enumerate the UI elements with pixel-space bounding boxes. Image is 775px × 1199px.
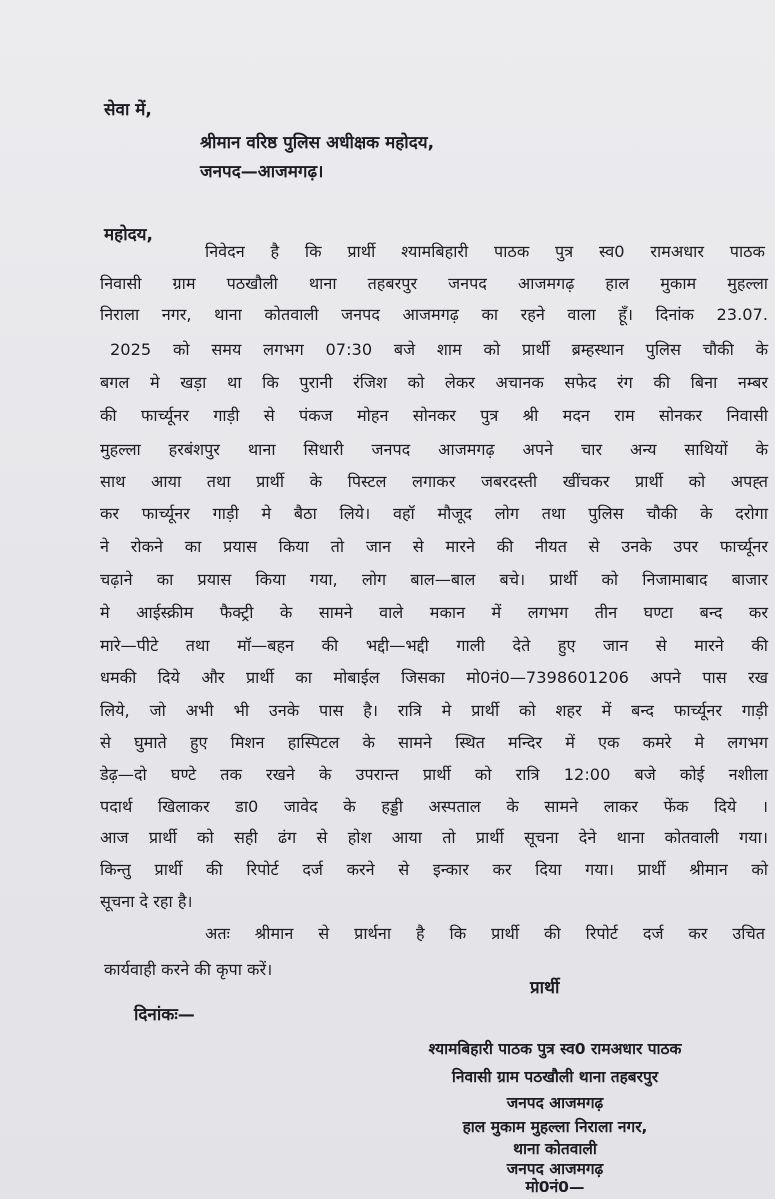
body-line: साथ आया तथा प्रार्थी के पिस्टल लगाकर जबरदस्ती खींचकर प्रार्थी को अपह्त bbox=[100, 472, 768, 491]
signature-line: थाना कोतवाली bbox=[513, 1140, 597, 1158]
signature-line: हाल मुकाम मुहल्ला निराला नगर, bbox=[462, 1118, 648, 1136]
body-line: ने रोकने का प्रयास किया तो जान से मारने की नीयत से उनके उपर फार्च्यूनर bbox=[100, 537, 768, 556]
addressee-district: जनपद—आजमगढ़। bbox=[200, 162, 324, 182]
body-line: लिये, जो अभी भी उनके पास है। रात्रि मे प्रार्थी को शहर में बन्द फार्च्यूनर गाड़ी bbox=[100, 701, 768, 720]
body-line: धमकी दिये और प्रार्थी का मोबाईल जिसका मो0नं0—7398601206 अपने पास रख bbox=[100, 668, 768, 687]
body-line: मारे—पीटे तथा मॉ—बहन की भद्दी—भद्दी गाली देते हुए जान से मारने की bbox=[100, 636, 768, 655]
signature-line: मो0नं0— bbox=[525, 1178, 585, 1196]
body-line: से घुमाते हुए मिशन हास्पिटल के सामने स्थित मन्दिर में एक कमरे मे लगभग bbox=[100, 733, 768, 752]
body-line: डेढ़—दो घण्टे तक रखने के उपरान्त प्रार्थी को रात्रि 12:00 बजे कोई नशीला bbox=[100, 765, 768, 784]
body-line: पदार्थ खिलाकर डा0 जावेद के हड्डी अस्पताल के सामने लाकर फेंक दिये । bbox=[100, 797, 768, 816]
body-line: मे आईस्क्रीम फैक्ट्री के सामने वाले मकान में लगभग तीन घण्टा बन्द कर bbox=[100, 603, 768, 622]
body-line: निवासी ग्राम पठखौली थाना तहबरपुर जनपद आजमगढ़ हाल मुकाम मुहल्ला bbox=[100, 274, 768, 293]
body-line: किन्तु प्रार्थी की रिपोर्ट दर्ज करने से इन्कार कर दिया गया। प्रार्थी श्रीमान को bbox=[100, 860, 768, 879]
signature-line: निवासी ग्राम पठखौली थाना तहबरपुर bbox=[451, 1068, 659, 1086]
body-line: निराला नगर, थाना कोतवाली जनपद आजमगढ़ का रहने वाला हूँ। दिनांक 23.07. bbox=[100, 305, 768, 324]
body-line: निवेदन है कि प्रार्थी श्यामबिहारी पाठक पुत्र स्व0 रामअधार पाठक bbox=[205, 242, 765, 261]
body-line: मुहल्ला हरबंशपुर थाना सिधारी जनपद आजमगढ़ अपने चार अन्य साथियों के bbox=[100, 440, 768, 459]
body-line: बगल मे खड़ा था कि पुरानी रंजिश को लेकर अचानक सफेद रंग की बिना नम्बर bbox=[100, 373, 768, 392]
salutation: सेवा में, bbox=[104, 100, 152, 120]
greeting: महोदय, bbox=[104, 225, 153, 245]
prayer-line: अतः श्रीमान से प्रार्थना है कि प्रार्थी की रिपोर्ट दर्ज कर उचित bbox=[205, 924, 765, 943]
signature-line: श्यामबिहारी पाठक पुत्र स्व0 रामअधार पाठक bbox=[428, 1040, 682, 1058]
date-label: दिनांकः— bbox=[134, 1005, 195, 1025]
body-line: चढ़ाने का प्रयास किया गया, लोग बाल—बाल बचे। प्रार्थी को निजामाबाद बाजार bbox=[100, 570, 768, 589]
signature-line: जनपद आजमगढ़ bbox=[506, 1094, 604, 1112]
prayer-line: कार्यवाही करने की कृपा करें। bbox=[104, 960, 273, 979]
applicant-label: प्रार्थी bbox=[530, 978, 560, 998]
body-line: सूचना दे रहा है। bbox=[100, 892, 193, 911]
body-line: की फार्च्यूनर गाड़ी से पंकज मोहन सोनकर पुत्र श्री मदन राम सोनकर निवासी bbox=[100, 406, 768, 425]
body-line: आज प्रार्थी को सही ढंग से होश आया तो प्रार्थी सूचना देने थाना कोतवाली गया। bbox=[100, 828, 768, 847]
addressee-title: श्रीमान वरिष्ठ पुलिस अधीक्षक महोदय, bbox=[200, 133, 435, 153]
body-line: कर फार्च्यूनर गाड़ी मे बैठा लिये। वहॉ मौजूद लोग तथा पुलिस चौकी के दरोगा bbox=[100, 504, 768, 523]
body-line: 2025 को समय लगभग 07:30 बजे शाम को प्रार्थी ब्रम्हस्थान पुलिस चौकी के bbox=[110, 340, 768, 359]
signature-line: जनपद आजमगढ़ bbox=[506, 1160, 604, 1178]
